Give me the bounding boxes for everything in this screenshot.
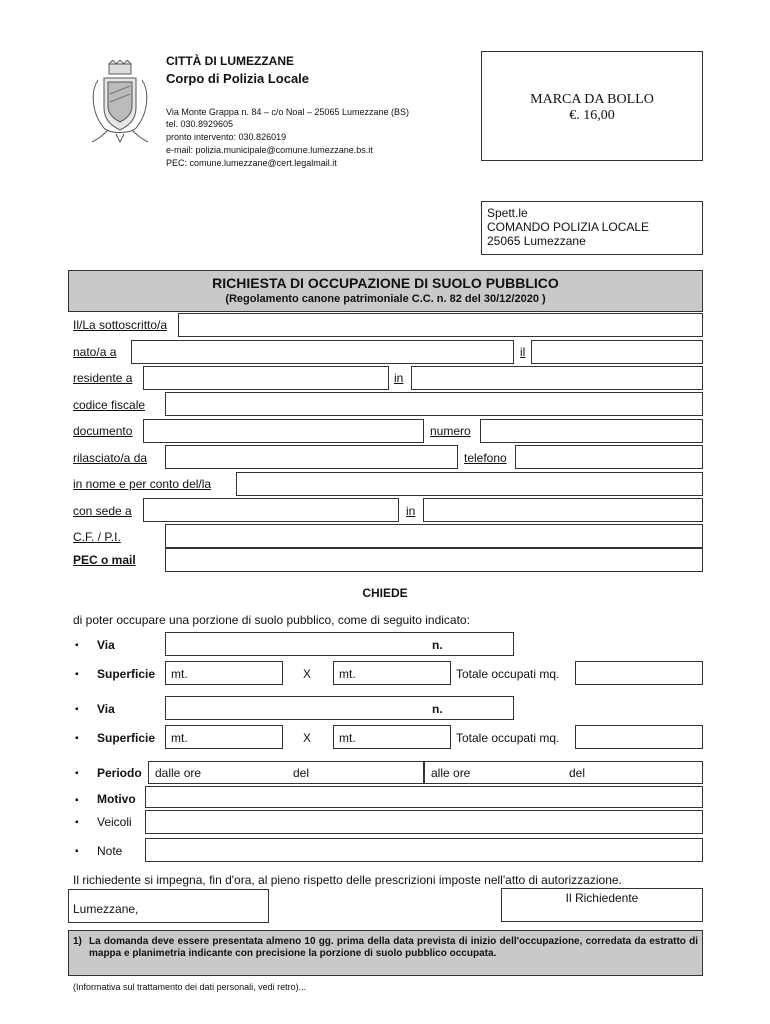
label-note: Note	[97, 844, 123, 858]
stamp-amount: €. 16,00	[569, 108, 615, 123]
label-numero: numero	[430, 424, 471, 438]
mt-label: mt.	[171, 667, 188, 681]
footnote-band	[68, 930, 703, 976]
label-via-1: Via	[97, 638, 115, 652]
birthdate-input[interactable]	[531, 340, 703, 364]
label-n-1: n.	[432, 638, 443, 652]
label-il: il	[520, 345, 526, 359]
city-crest-icon	[82, 60, 158, 152]
via-2-input[interactable]	[165, 696, 514, 720]
title-band	[68, 270, 703, 312]
recipient-line2: COMANDO POLIZIA LOCALE	[487, 220, 650, 234]
cf-pi-input[interactable]	[165, 524, 703, 548]
header-tel: tel. 030.8929605	[166, 119, 234, 129]
label-superficie-2: Superficie	[97, 731, 156, 745]
document-input[interactable]	[143, 419, 424, 443]
label-via-2: Via	[97, 702, 115, 716]
label-motivo: Motivo	[97, 792, 136, 806]
header-address: Via Monte Grappa n. 84 – c/o Noal – 25065 Lumezzane (BS)	[166, 107, 409, 117]
issued-by-input[interactable]	[165, 445, 458, 469]
label-totale-2: Totale occupati mq.	[456, 731, 560, 745]
label-dalle-ore: dalle ore	[155, 766, 202, 780]
bullet-icon: ▪	[75, 704, 79, 715]
via-1-input[interactable]	[165, 632, 514, 656]
codice-fiscale-input[interactable]	[165, 392, 703, 416]
applicant-label: Il Richiedente	[565, 891, 639, 905]
label-codice-fiscale: codice fiscale	[73, 398, 146, 412]
stamp-label: MARCA DA BOLLO	[530, 92, 654, 107]
label-in-sede: in	[406, 504, 416, 518]
place-date-box[interactable]	[68, 889, 269, 923]
periodo-end-input[interactable]	[424, 761, 703, 784]
motivo-input[interactable]	[145, 786, 703, 808]
label-sottoscritto: Il/La sottoscritto/a	[73, 318, 168, 332]
company-city-input[interactable]	[143, 498, 399, 522]
superficie-1-length-input[interactable]	[165, 661, 283, 685]
bullet-icon: ▪	[75, 669, 79, 680]
label-documento: documento	[73, 424, 133, 438]
header-email: e-mail: polizia.municipale@comune.lumezzane.bs.it	[166, 145, 373, 155]
header-emergency: pronto intervento: 030.826019	[166, 132, 287, 142]
label-veicoli: Veicoli	[97, 815, 132, 829]
label-in-residence: in	[394, 371, 404, 385]
document-number-input[interactable]	[480, 419, 703, 443]
privacy-note: (Informativa sul trattamento dei dati personali, vedi retro)...	[73, 982, 307, 992]
mt-label: mt.	[339, 731, 356, 745]
recipient-line3: 25065 Lumezzane	[487, 234, 586, 248]
superficie-2-length-input[interactable]	[165, 725, 283, 749]
pec-mail-input[interactable]	[165, 548, 703, 572]
residence-address-input[interactable]	[411, 366, 703, 390]
label-rilasciato: rilasciato/a da	[73, 451, 148, 465]
bullet-icon: ▪	[75, 846, 79, 857]
label-sede: con sede a	[73, 504, 132, 518]
intro-text: di poter occupare una porzione di suolo pubblico, come di seguito indicato:	[73, 613, 470, 627]
label-alle-ore: alle ore	[431, 766, 471, 780]
superficie-2-width-input[interactable]	[333, 725, 451, 749]
company-address-input[interactable]	[423, 498, 703, 522]
label-residente: residente a	[73, 371, 133, 385]
commitment-text: Il richiedente si impegna, fin d'ora, al pieno rispetto delle prescrizioni imposte nell'atto di autorizzazione.	[73, 873, 622, 887]
phone-input[interactable]	[515, 445, 703, 469]
times-label: X	[303, 731, 312, 745]
signature-box[interactable]	[501, 888, 703, 922]
label-cf-pi: C.F. / P.I.	[73, 530, 121, 544]
bullet-icon: ▪	[75, 795, 79, 806]
label-totale-1: Totale occupati mq.	[456, 667, 560, 681]
mt-label: mt.	[171, 731, 188, 745]
bullet-icon: ▪	[75, 733, 79, 744]
bullet-icon: ▪	[75, 768, 79, 779]
label-nome-conto: in nome e per conto del/la	[73, 477, 212, 491]
form-title: RICHIESTA DI OCCUPAZIONE DI SUOLO PUBBLICO	[212, 275, 559, 291]
recipient-box	[481, 201, 703, 255]
on-behalf-input[interactable]	[236, 472, 703, 496]
bullet-icon: ▪	[75, 817, 79, 828]
header-pec: PEC: comune.lumezzane@cert.legalmail.it	[166, 158, 337, 168]
corps-name: Corpo di Polizia Locale	[166, 71, 310, 86]
totale-2-input[interactable]	[575, 725, 703, 749]
birthplace-input[interactable]	[131, 340, 514, 364]
city-name: CITTÀ DI LUMEZZANE	[166, 54, 294, 68]
veicoli-input[interactable]	[145, 810, 703, 834]
footnote-number: 1)	[73, 936, 82, 947]
bullet-icon: ▪	[75, 640, 79, 651]
label-periodo: Periodo	[97, 766, 142, 780]
superficie-1-width-input[interactable]	[333, 661, 451, 685]
place-label: Lumezzane,	[73, 902, 139, 916]
times-label: X	[303, 667, 312, 681]
totale-1-input[interactable]	[575, 661, 703, 685]
label-del-end: del	[569, 766, 586, 780]
mt-label: mt.	[339, 667, 356, 681]
recipient-line1: Spett.le	[487, 206, 528, 220]
form-subtitle: (Regolamento canone patrimoniale C.C. n. 82 del 30/12/2020 )	[225, 293, 546, 305]
note-input[interactable]	[145, 838, 703, 862]
label-superficie-1: Superficie	[97, 667, 156, 681]
label-nato: nato/a a	[73, 345, 117, 359]
periodo-start-input[interactable]	[148, 761, 424, 784]
stamp-box	[481, 51, 703, 161]
chiede-heading: CHIEDE	[362, 586, 408, 600]
label-del-start: del	[293, 766, 310, 780]
label-telefono: telefono	[464, 451, 507, 465]
footnote-text: La domanda deve essere presentata almeno 10 gg. prima della data prevista di inizio dell'occupazione, corredata da estratto di mappa e planimetria indicante con precisione la porzione di suolo pubblico occupata.	[89, 936, 698, 959]
sottoscritto-input[interactable]	[178, 313, 703, 337]
residence-city-input[interactable]	[143, 366, 389, 390]
label-pec-mail: PEC o mail	[73, 553, 136, 567]
label-n-2: n.	[432, 702, 443, 716]
